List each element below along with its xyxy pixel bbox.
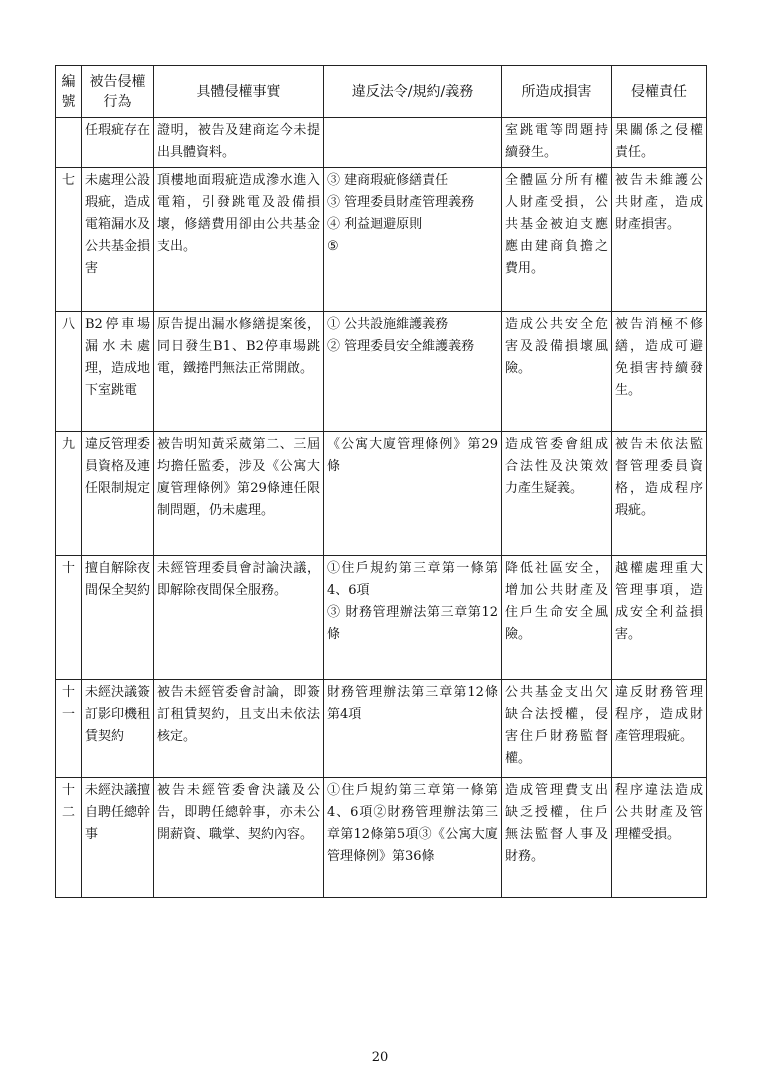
header-fact: 具體侵權事實 bbox=[154, 66, 324, 118]
row-damage: 降低社區安全，增加公共財產及住戶生命安全風險。 bbox=[502, 556, 612, 680]
row-act: 擅自解除夜間保全契約 bbox=[82, 556, 154, 680]
law-item: ⑤ bbox=[327, 239, 339, 254]
table-row bbox=[56, 432, 707, 556]
page-number: 20 bbox=[371, 1050, 389, 1065]
row-liability: 被告消極不修繕，造成可避免損害持續發生。 bbox=[612, 312, 707, 432]
row-fact: 頂樓地面瑕疵造成滲水進入電箱，引發跳電及設備損壞，修繕費用卻由公共基金支出。 bbox=[154, 168, 324, 312]
row-num: 十二 bbox=[56, 778, 82, 898]
law-item: 財務管理辦法第三章第12條第4項 bbox=[327, 685, 498, 722]
row-law bbox=[324, 556, 502, 680]
row-law bbox=[324, 432, 502, 556]
table-row bbox=[56, 680, 707, 778]
row-damage: 造成管理費支出缺乏授權，住戶無法監督人事及財務。 bbox=[502, 778, 612, 898]
row-law bbox=[324, 118, 502, 168]
row-act: 未經決議擅自聘任總幹事 bbox=[82, 778, 154, 898]
row-num bbox=[56, 118, 82, 168]
row-liability: 程序違法造成公共財產及管理權受損。 bbox=[612, 778, 707, 898]
row-num: 八 bbox=[56, 312, 82, 432]
row-act: B2停車場漏水未處理，造成地下室跳電 bbox=[82, 312, 154, 432]
row-act: 未處理公設瑕疵，造成電箱漏水及公共基金損害 bbox=[82, 168, 154, 312]
header-act: 被告侵權行為 bbox=[82, 66, 154, 118]
row-act: 未經決議簽訂影印機租賃契約 bbox=[82, 680, 154, 778]
row-liability: 違反財務管理程序，造成財產管理瑕疵。 bbox=[612, 680, 707, 778]
row-fact: 未經管理委員會討論決議，即解除夜間保全服務。 bbox=[154, 556, 324, 680]
table-row bbox=[56, 168, 707, 312]
table-row bbox=[56, 118, 707, 168]
row-law bbox=[324, 778, 502, 898]
row-damage: 全體區分所有權人財產受損，公共基金被迫支應應由建商負擔之費用。 bbox=[502, 168, 612, 312]
law-item: ③ 管理委員財產管理義務 bbox=[327, 195, 475, 210]
law-item: ③ 財務管理辦法第三章第12條 bbox=[327, 605, 498, 642]
row-act: 違反管理委員資格及連任限制規定 bbox=[82, 432, 154, 556]
infringement-table bbox=[55, 65, 707, 898]
row-law bbox=[324, 168, 502, 312]
law-item: ①住戶規約第三章第一條第4、6項 bbox=[327, 561, 498, 598]
header-law: 違反法令/規約/義務 bbox=[324, 66, 502, 118]
law-item: 《公寓大廈管理條例》第29條 bbox=[327, 437, 498, 474]
row-fact: 被告明知黃采葳第二、三屆均擔任監委，涉及《公寓大廈管理條例》第29條連任限制問題，仍未處理。 bbox=[154, 432, 324, 556]
row-num: 九 bbox=[56, 432, 82, 556]
row-act: 任瑕疵存在 bbox=[82, 118, 154, 168]
row-damage: 造成管委會組成合法性及決策效力產生疑義。 bbox=[502, 432, 612, 556]
row-damage: 室跳電等問題持續發生。 bbox=[502, 118, 612, 168]
row-fact: 被告未經管委會決議及公告，即聘任總幹事，亦未公開薪資、職掌、契約內容。 bbox=[154, 778, 324, 898]
row-law bbox=[324, 312, 502, 432]
table-row bbox=[56, 556, 707, 680]
header-num: 編號 bbox=[56, 66, 82, 118]
row-law bbox=[324, 680, 502, 778]
row-liability: 被告未維護公共財產，造成財產損害。 bbox=[612, 168, 707, 312]
row-fact: 被告未經管委會討論，即簽訂租賃契約，且支出未依法核定。 bbox=[154, 680, 324, 778]
law-item: ③ 建商瑕疵修繕責任 bbox=[327, 173, 449, 188]
row-damage: 造成公共安全危害及設備損壞風險。 bbox=[502, 312, 612, 432]
law-item: ④ 利益迴避原則 bbox=[327, 217, 423, 232]
row-fact: 證明，被告及建商迄今未提出具體資料。 bbox=[154, 118, 324, 168]
header-damage: 所造成損害 bbox=[502, 66, 612, 118]
law-item: ①住戶規約第三章第一條第4、6項②財務管理辦法第三章第12條第5項③《公寓大廈管理條例》第36條 bbox=[327, 783, 498, 864]
row-fact: 原告提出漏水修繕提案後，同日發生B1、B2停車場跳電，鐵捲門無法正常開啟。 bbox=[154, 312, 324, 432]
row-num: 十 bbox=[56, 556, 82, 680]
table-row bbox=[56, 778, 707, 898]
row-num: 十一 bbox=[56, 680, 82, 778]
row-damage: 公共基金支出欠缺合法授權，侵害住戶財務監督權。 bbox=[502, 680, 612, 778]
law-item: ② 管理委員安全維護義務 bbox=[327, 339, 475, 354]
table-row bbox=[56, 312, 707, 432]
table-header-row bbox=[56, 66, 707, 118]
row-num: 七 bbox=[56, 168, 82, 312]
header-liability: 侵權責任 bbox=[612, 66, 707, 118]
row-liability: 被告未依法監督管理委員資格，造成程序瑕疵。 bbox=[612, 432, 707, 556]
row-liability: 越權處理重大管理事項，造成安全利益損害。 bbox=[612, 556, 707, 680]
row-liability: 果關係之侵權責任。 bbox=[612, 118, 707, 168]
law-item: ① 公共設施維護義務 bbox=[327, 317, 449, 332]
